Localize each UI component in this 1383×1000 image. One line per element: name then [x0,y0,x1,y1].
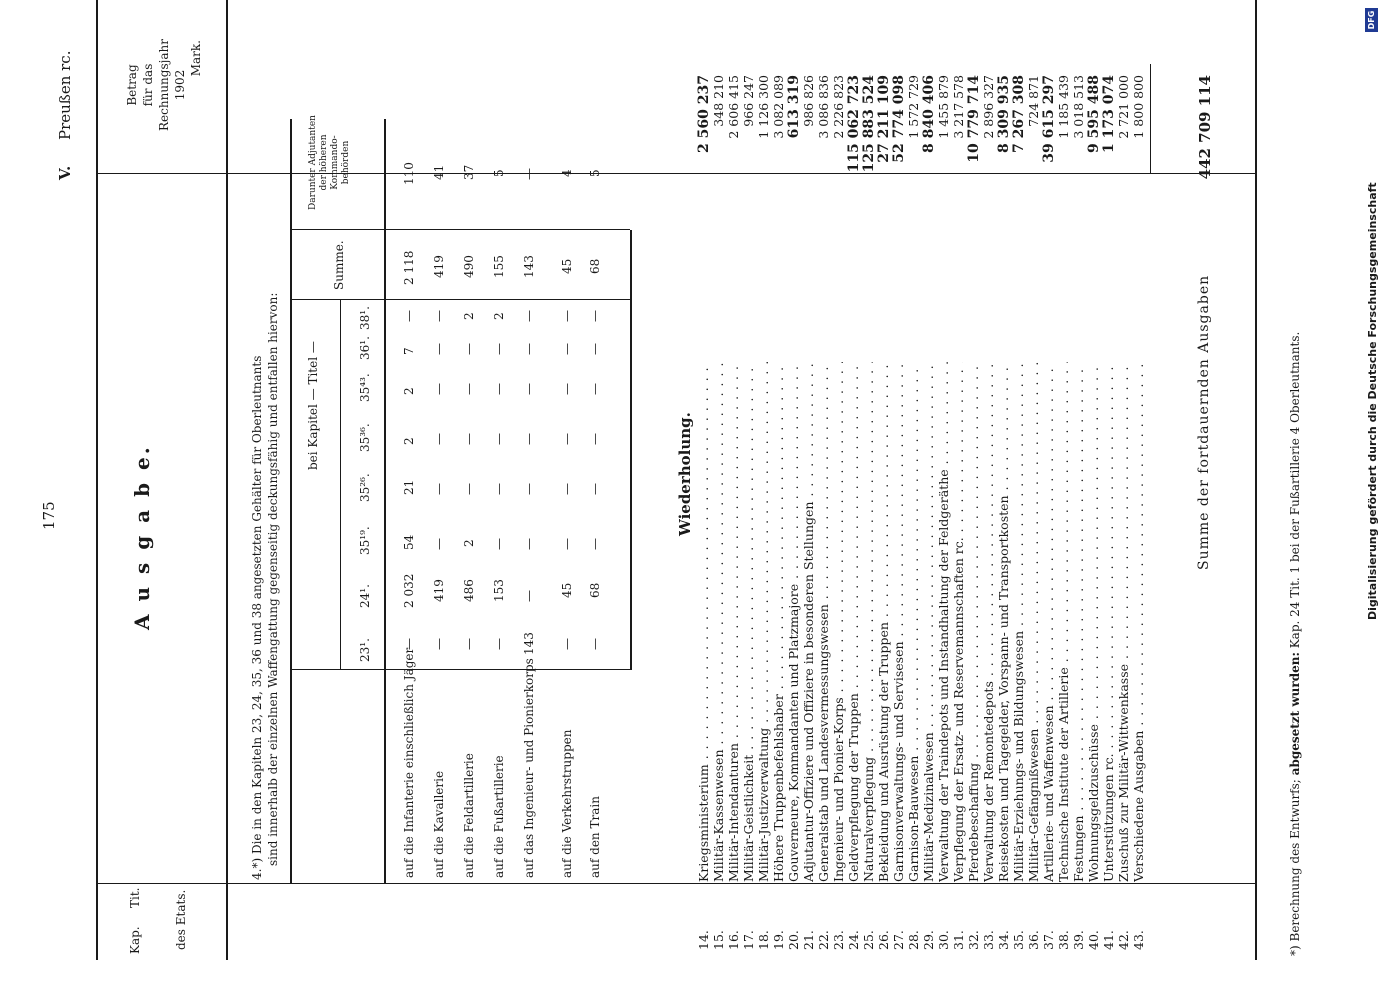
recap-row: 26. Bekleidung und Ausrüstung der Truppen . . . 27 211 109 [876,0,890,1000]
recap-row: 25. Naturalverpflegung . . . 125 883 524 [861,0,875,1000]
page-title: A u s g a b e. [130,444,154,630]
header-rule [226,0,228,960]
betrag-header: Betrag für das Rechnungsjahr 1902 Mark. [125,39,203,131]
recap-row: 39. Festungen . . . 3 018 513 [1071,0,1085,1000]
table-row: auf den Train — 68 — — — — — — 68 5 [588,169,602,878]
recap-heading: Wiederholung. [676,412,694,536]
table-top-rule [290,119,292,884]
recap-row: 29. Militär-Medizinalwesen . . . 8 840 406 [921,0,935,1000]
total-label: Summe der fortdauernden Ausgaben [1196,274,1212,570]
page-number: 175 [40,501,58,530]
recap-row: 30. Verwaltung der Traindepots und Instandhaltung der Feldgeräthe . . . 1 455 879 [936,0,950,1000]
recap-row: 15. Militär-Kassenwesen . . . 348 210 [711,0,725,1000]
recap-row: 42. Zuschuß zur Militär-Wittwenkasse . . . 2 721 000 [1116,0,1130,1000]
table-row: auf die Infanterie einschließlich Jäger — 2 032 54 21 2 2 7 — 2 118 110 [402,162,416,878]
col-24-1: 24¹. [358,584,372,608]
sum-rule [1150,64,1151,174]
col-35-26: 35²⁶. [358,473,372,502]
recap-row: 40. Wohnungsgeldzuschüsse . . . 9 595 488 [1086,0,1100,1000]
des-etats-header: des Etats. [174,889,188,950]
bottom-rule [1255,0,1257,960]
table-row: auf das Ingenieur- und Pionierkorps 143 — — — — — — — 143 — [522,168,536,878]
footnote-intro-1: 4.*) Die in den Kapiteln 23, 24, 35, 36 und 38 angesetzten Gehälter für Oberleutnants [250,355,264,880]
recap-row: 41. Unterstützungen rc. . . . 1 173 074 [1101,0,1115,1000]
total-amount: 442 709 114 [1196,75,1214,180]
recap-row: 33. Verwaltung der Remontedepots . . . 2 896 327 [981,0,995,1000]
table-summe-rule [290,299,630,300]
kap-header: Kap. [128,926,142,954]
summe-header: Summe. [332,240,346,290]
col-35-19: 35¹⁹. [358,526,372,555]
recap-row: 23. Ingenieur- und Pionier-Korps . . . 2 226 823 [831,0,845,1000]
recap-row: 16. Militär-Intendanturen . . . 2 606 415 [726,0,740,1000]
recap-row: 28. Garnison-Bauwesen . . . 1 572 729 [906,0,920,1000]
recap-row: 31. Verpflegung der Ersatz- und Reservemannschaften rc. . . . 3 217 578 [951,0,965,1000]
recap-row: 38. Technische Institute der Artillerie . . . 1 185 439 [1056,0,1070,1000]
table-darunter-rule [290,229,630,230]
recap-row: 17. Militär-Geistlichkeit . . . 966 247 [741,0,755,1000]
recap-row: 43. Verschiedene Ausgaben . . . 1 800 800 [1131,0,1145,1000]
table-row: auf die Kavallerie — 419 — — — — — — 419 41 [432,164,446,878]
recap-row: 21. Adjutantur-Offiziere und Offiziere in besonderen Stellungen . . . 986 826 [801,0,815,1000]
recap-row: 36. Militär-Gefängnißwesen . . . 724 871 [1026,0,1040,1000]
recap-row: 22. Generalstab und Landesvermessungswesen . . . 3 086 836 [816,0,830,1000]
col-23-1: 23¹. [358,638,372,662]
table-row: auf die Verkehrstruppen — 45 — — — — — — 45 4 [560,169,574,878]
recap-row: 24. Geldverpflegung der Truppen . . . 115 062 723 [846,0,860,1000]
col-36-1: 36¹. [358,336,372,360]
tit-header: Tit. [128,887,142,908]
dfg-credit: Digitalisierung gefördert durch die Deutsche Forschungsgemeinschaft [1366,182,1379,620]
dfg-logo: DFG [1365,8,1378,32]
recap-row: 20. Gouverneure, Kommandanten und Platzmajore . . . 613 319 [786,0,800,1000]
recap-row: 37. Artillerie- und Waffenwesen . . . 39 615 297 [1041,0,1055,1000]
recap-row: 35. Militär-Erziehungs- und Bildungswesen . . . 7 267 308 [1011,0,1025,1000]
recap-row: 19. Höhere Truppenbefehlshaber . . . 3 082 089 [771,0,785,1000]
recap-row: 32. Pferdebeschaffung . . . 10 779 714 [966,0,980,1000]
bottom-footnote: *) Berechnung des Entwurfs; abgesetzt wurden: Kap. 24 Tit. 1 bei der Fußartillerie 4 Oberleutnants. [1288,331,1302,956]
table-row: auf die Feldartillerie — 486 2 — — — — 2 490 37 [462,164,476,878]
darunter-header: Darunter Adjutanten der höheren Kommando-behörden [308,115,351,210]
top-rule [96,0,98,960]
col-38-1: 38¹. [358,306,372,330]
recap-row: 18. Militär-Justizverwaltung . . . 1 126 300 [756,0,770,1000]
table-label-rule [290,669,630,670]
recap-row: 34. Reisekosten und Tagegelder, Vorspann- und Transportkosten . . . 8 309 935 [996,0,1010,1000]
table-bottom-rule [630,230,632,670]
group-header: bei Kapitel — Titel — [306,341,320,470]
col-35-43: 35⁴³. [358,373,372,402]
table-row: auf die Fußartillerie — 153 — — — — — 2 155 5 [492,169,506,878]
footnote-intro-2: sind innerhalb der einzelnen Waffengattung gegenseitig deckungsfähig und entfallen hiervon: [266,292,280,866]
col-35-36: 35³⁶. [358,423,372,452]
recap-row: 14. Kriegsministerium . . . 2 560 237 [696,0,710,1000]
state-title: Preußen rc. [56,50,74,140]
recap-row: 27. Garnisonverwaltungs- und Servisesen . . . 52 774 098 [891,0,905,1000]
group-header-rule [340,300,341,670]
table-header-rule [384,119,386,884]
chapter-number: V. [56,165,74,180]
